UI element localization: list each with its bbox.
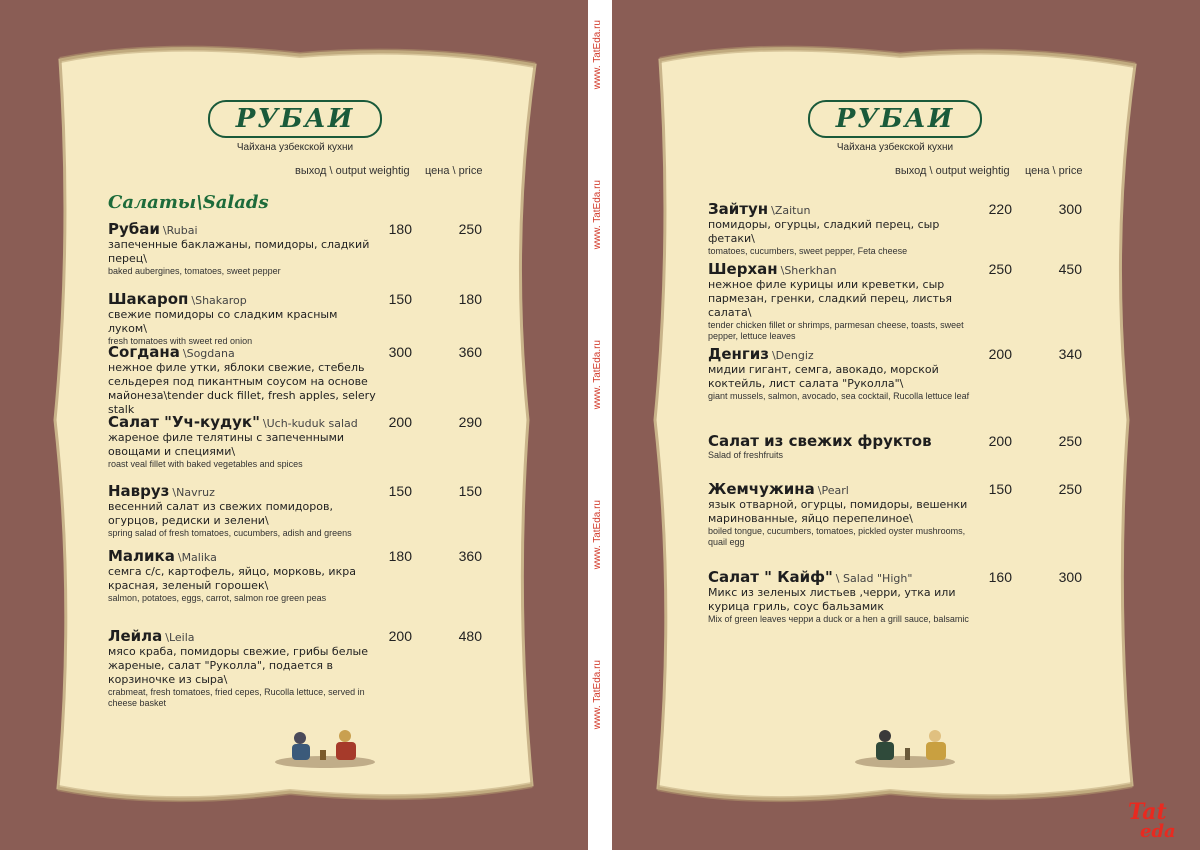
item-description-en: baked aubergines, tomatoes, sweet pepper bbox=[108, 266, 281, 276]
item-description-ru: семга с/с, картофель, яйцо, морковь, икра красная, зеленый горошек\ bbox=[108, 565, 356, 592]
tateda-logo bbox=[1128, 799, 1176, 842]
tateda-logo-bottom: eda bbox=[1140, 821, 1176, 842]
item-description-en: tender chicken fillet or shrimps, parmesan cheese, toasts, sweet pepper, lettuce leaves bbox=[708, 320, 964, 341]
item-name-latin: \Uch-kuduk salad bbox=[262, 417, 358, 430]
menu-item bbox=[108, 482, 488, 539]
item-price: 480 bbox=[458, 628, 482, 644]
item-price: 150 bbox=[458, 483, 482, 499]
item-name-latin: \Pearl bbox=[817, 484, 849, 497]
item-description-ru: мидии гигант, семга, авокадо, морской коктейль, лист салата "Руколла"\ bbox=[708, 363, 939, 390]
item-name-ru: Малика bbox=[108, 547, 175, 565]
item-description-ru: запеченные баклажаны, помидоры, сладкий перец\ bbox=[108, 238, 370, 265]
item-name-ru: Денгиз bbox=[708, 345, 769, 363]
menu-item bbox=[708, 432, 1088, 461]
price-column-header: цена \ price bbox=[1025, 165, 1083, 177]
item-price: 290 bbox=[458, 414, 482, 430]
item-name bbox=[108, 343, 488, 361]
item-name bbox=[108, 627, 488, 645]
item-name-ru: Салат "Уч-кудук" bbox=[108, 413, 260, 431]
item-description-en: spring salad of fresh tomatoes, cucumbers, adish and greens bbox=[108, 528, 352, 538]
menu-item bbox=[108, 547, 488, 604]
item-name bbox=[108, 413, 488, 431]
item-name bbox=[708, 260, 1088, 278]
item-weight: 200 bbox=[988, 433, 1012, 449]
item-price: 360 bbox=[458, 344, 482, 360]
weight-column-header: выход \ output weightig bbox=[895, 165, 1010, 177]
right-menu-page bbox=[640, 40, 1150, 810]
item-name-ru: Лейла bbox=[108, 627, 163, 645]
item-description-en: Salad of freshfruits bbox=[708, 450, 784, 460]
item-description-en: fresh tomatoes with sweet red onion bbox=[108, 336, 253, 346]
item-name-latin: \Sherkhan bbox=[780, 264, 837, 277]
item-name bbox=[708, 200, 1088, 218]
item-price: 450 bbox=[1058, 261, 1082, 277]
price-column-header: цена \ price bbox=[425, 165, 483, 177]
item-weight: 200 bbox=[388, 628, 412, 644]
logo-subtitle: Чайхана узбекской кухни bbox=[836, 142, 954, 153]
item-weight: 220 bbox=[988, 201, 1012, 217]
item-weight: 300 bbox=[388, 344, 412, 360]
item-name-latin: \Leila bbox=[165, 631, 195, 644]
item-name-latin: \Shakarop bbox=[191, 294, 247, 307]
item-name-latin: \Zaitun bbox=[771, 204, 811, 217]
menu-item bbox=[708, 345, 1088, 402]
item-description-ru: весенний салат из свежих помидоров, огурцов, редиски и зелени\ bbox=[108, 500, 333, 527]
watermark-text: www. TatEda.ru bbox=[592, 500, 603, 570]
item-name bbox=[708, 345, 1088, 363]
menu-item bbox=[108, 627, 488, 709]
item-name-ru: Шерхан bbox=[708, 260, 778, 278]
item-price: 250 bbox=[1058, 481, 1082, 497]
item-weight: 150 bbox=[988, 481, 1012, 497]
item-name-ru: Салат " Кайф" bbox=[708, 568, 833, 586]
item-name-ru: Навруз bbox=[108, 482, 170, 500]
item-name-ru: Жемчужина bbox=[708, 480, 815, 498]
tateda-logo-top: Tat bbox=[1128, 799, 1167, 825]
menu-item bbox=[708, 480, 1088, 548]
item-description-en: salmon, potatoes, eggs, carrot, salmon roe green peas bbox=[108, 593, 327, 603]
item-weight: 200 bbox=[988, 346, 1012, 362]
menu-item bbox=[708, 200, 1088, 257]
item-name-latin: \ Salad "High" bbox=[835, 572, 913, 585]
item-price: 180 bbox=[458, 291, 482, 307]
menu-item bbox=[708, 260, 1088, 342]
item-name bbox=[708, 568, 1088, 586]
item-description-ru: жареное филе телятины с запеченными овощами и специями\ bbox=[108, 431, 345, 458]
item-description-ru: помидоры, огурцы, сладкий перец, сыр фетаки\ bbox=[708, 218, 940, 245]
item-weight: 180 bbox=[388, 548, 412, 564]
restaurant-logo bbox=[640, 100, 1150, 153]
weight-column-header: выход \ output weightig bbox=[295, 165, 410, 177]
item-description-en: boiled tongue, cucumbers, tomatoes, pickled oyster mushrooms, quail egg bbox=[708, 526, 966, 547]
item-name bbox=[108, 482, 488, 500]
menu-item bbox=[708, 568, 1088, 625]
logo-wordmark: РУБАИ bbox=[208, 100, 383, 138]
section-title: Салаты\Salads bbox=[108, 192, 269, 213]
item-price: 250 bbox=[1058, 433, 1082, 449]
item-name-ru: Рубаи bbox=[108, 220, 160, 238]
item-description-ru: нежное филе курицы или креветки, сыр пармезан, гренки, сладкий перец, листья салата\ bbox=[708, 278, 953, 319]
item-price: 300 bbox=[1058, 201, 1082, 217]
item-description-ru: свежие помидоры со сладким красным луком\ bbox=[108, 308, 338, 335]
item-price: 340 bbox=[1058, 346, 1082, 362]
item-name bbox=[108, 290, 488, 308]
item-name-ru: Зайтун bbox=[708, 200, 769, 218]
item-name-latin: \Navruz bbox=[172, 486, 215, 499]
logo-wordmark: РУБАИ bbox=[808, 100, 983, 138]
item-description-en: giant mussels, salmon, avocado, sea cocktail, Rucolla lettuce leaf bbox=[708, 391, 970, 401]
item-weight: 180 bbox=[388, 221, 412, 237]
item-description-en: roast veal fillet with baked vegetables and spices bbox=[108, 459, 303, 469]
restaurant-logo bbox=[40, 100, 550, 153]
parchment-background bbox=[640, 40, 1150, 810]
item-price: 300 bbox=[1058, 569, 1082, 585]
item-description-ru: мясо краба, помидоры свежие, грибы белые жареные, салат "Руколла", подается в корзиночке из сыра\ bbox=[108, 645, 368, 686]
menu-item bbox=[108, 290, 488, 347]
item-price: 360 bbox=[458, 548, 482, 564]
watermark-text: www. TatEda.ru bbox=[592, 340, 603, 410]
item-name-latin: \Rubai bbox=[162, 224, 198, 237]
item-price: 250 bbox=[458, 221, 482, 237]
seated-figures-illustration bbox=[270, 720, 380, 770]
item-weight: 160 bbox=[988, 569, 1012, 585]
item-description-ru: нежное филе утки, яблоки свежие, стебель сельдерея под пикантным соусом на основе майонеза\tender duck fillet, fresh apples, selery stalk bbox=[108, 361, 376, 416]
item-name-ru: Согдана bbox=[108, 343, 180, 361]
item-weight: 150 bbox=[388, 483, 412, 499]
item-weight: 150 bbox=[388, 291, 412, 307]
item-description-ru: язык отварной, огурцы, помидоры, вешенки маринованные, яйцо перепелиное\ bbox=[708, 498, 968, 525]
item-name-latin: \Dengiz bbox=[771, 349, 814, 362]
item-name bbox=[108, 547, 488, 565]
item-name bbox=[708, 480, 1088, 498]
watermark-text: www. TatEda.ru bbox=[592, 20, 603, 90]
item-name-ru: Салат из свежих фруктов bbox=[708, 432, 932, 450]
watermark-text: www. TatEda.ru bbox=[592, 180, 603, 250]
seated-figures-illustration bbox=[850, 720, 960, 770]
item-name-latin: \Malika bbox=[177, 551, 217, 564]
item-name-ru: Шакароп bbox=[108, 290, 189, 308]
item-description-en: tomatoes, cucumbers, sweet pepper, Feta cheese bbox=[708, 246, 908, 256]
menu-item bbox=[108, 343, 488, 417]
item-weight: 200 bbox=[388, 414, 412, 430]
item-description-ru: Микс из зеленых листьев ,черри, утка или курица гриль, соус бальзамик bbox=[708, 586, 956, 613]
logo-subtitle: Чайхана узбекской кухни bbox=[236, 142, 354, 153]
item-description-en: Mix of green leaves черри a duck or a hen a grill sauce, balsamic bbox=[708, 614, 969, 624]
item-name bbox=[108, 220, 488, 238]
item-name bbox=[708, 432, 1088, 450]
item-name-latin: \Sogdana bbox=[182, 347, 235, 360]
menu-item bbox=[108, 220, 488, 277]
item-description-en: crabmeat, fresh tomatoes, fried cepes, Rucolla lettuce, served in cheese basket bbox=[108, 687, 365, 708]
item-weight: 250 bbox=[988, 261, 1012, 277]
menu-item bbox=[108, 413, 488, 470]
watermark-text: www. TatEda.ru bbox=[592, 660, 603, 730]
